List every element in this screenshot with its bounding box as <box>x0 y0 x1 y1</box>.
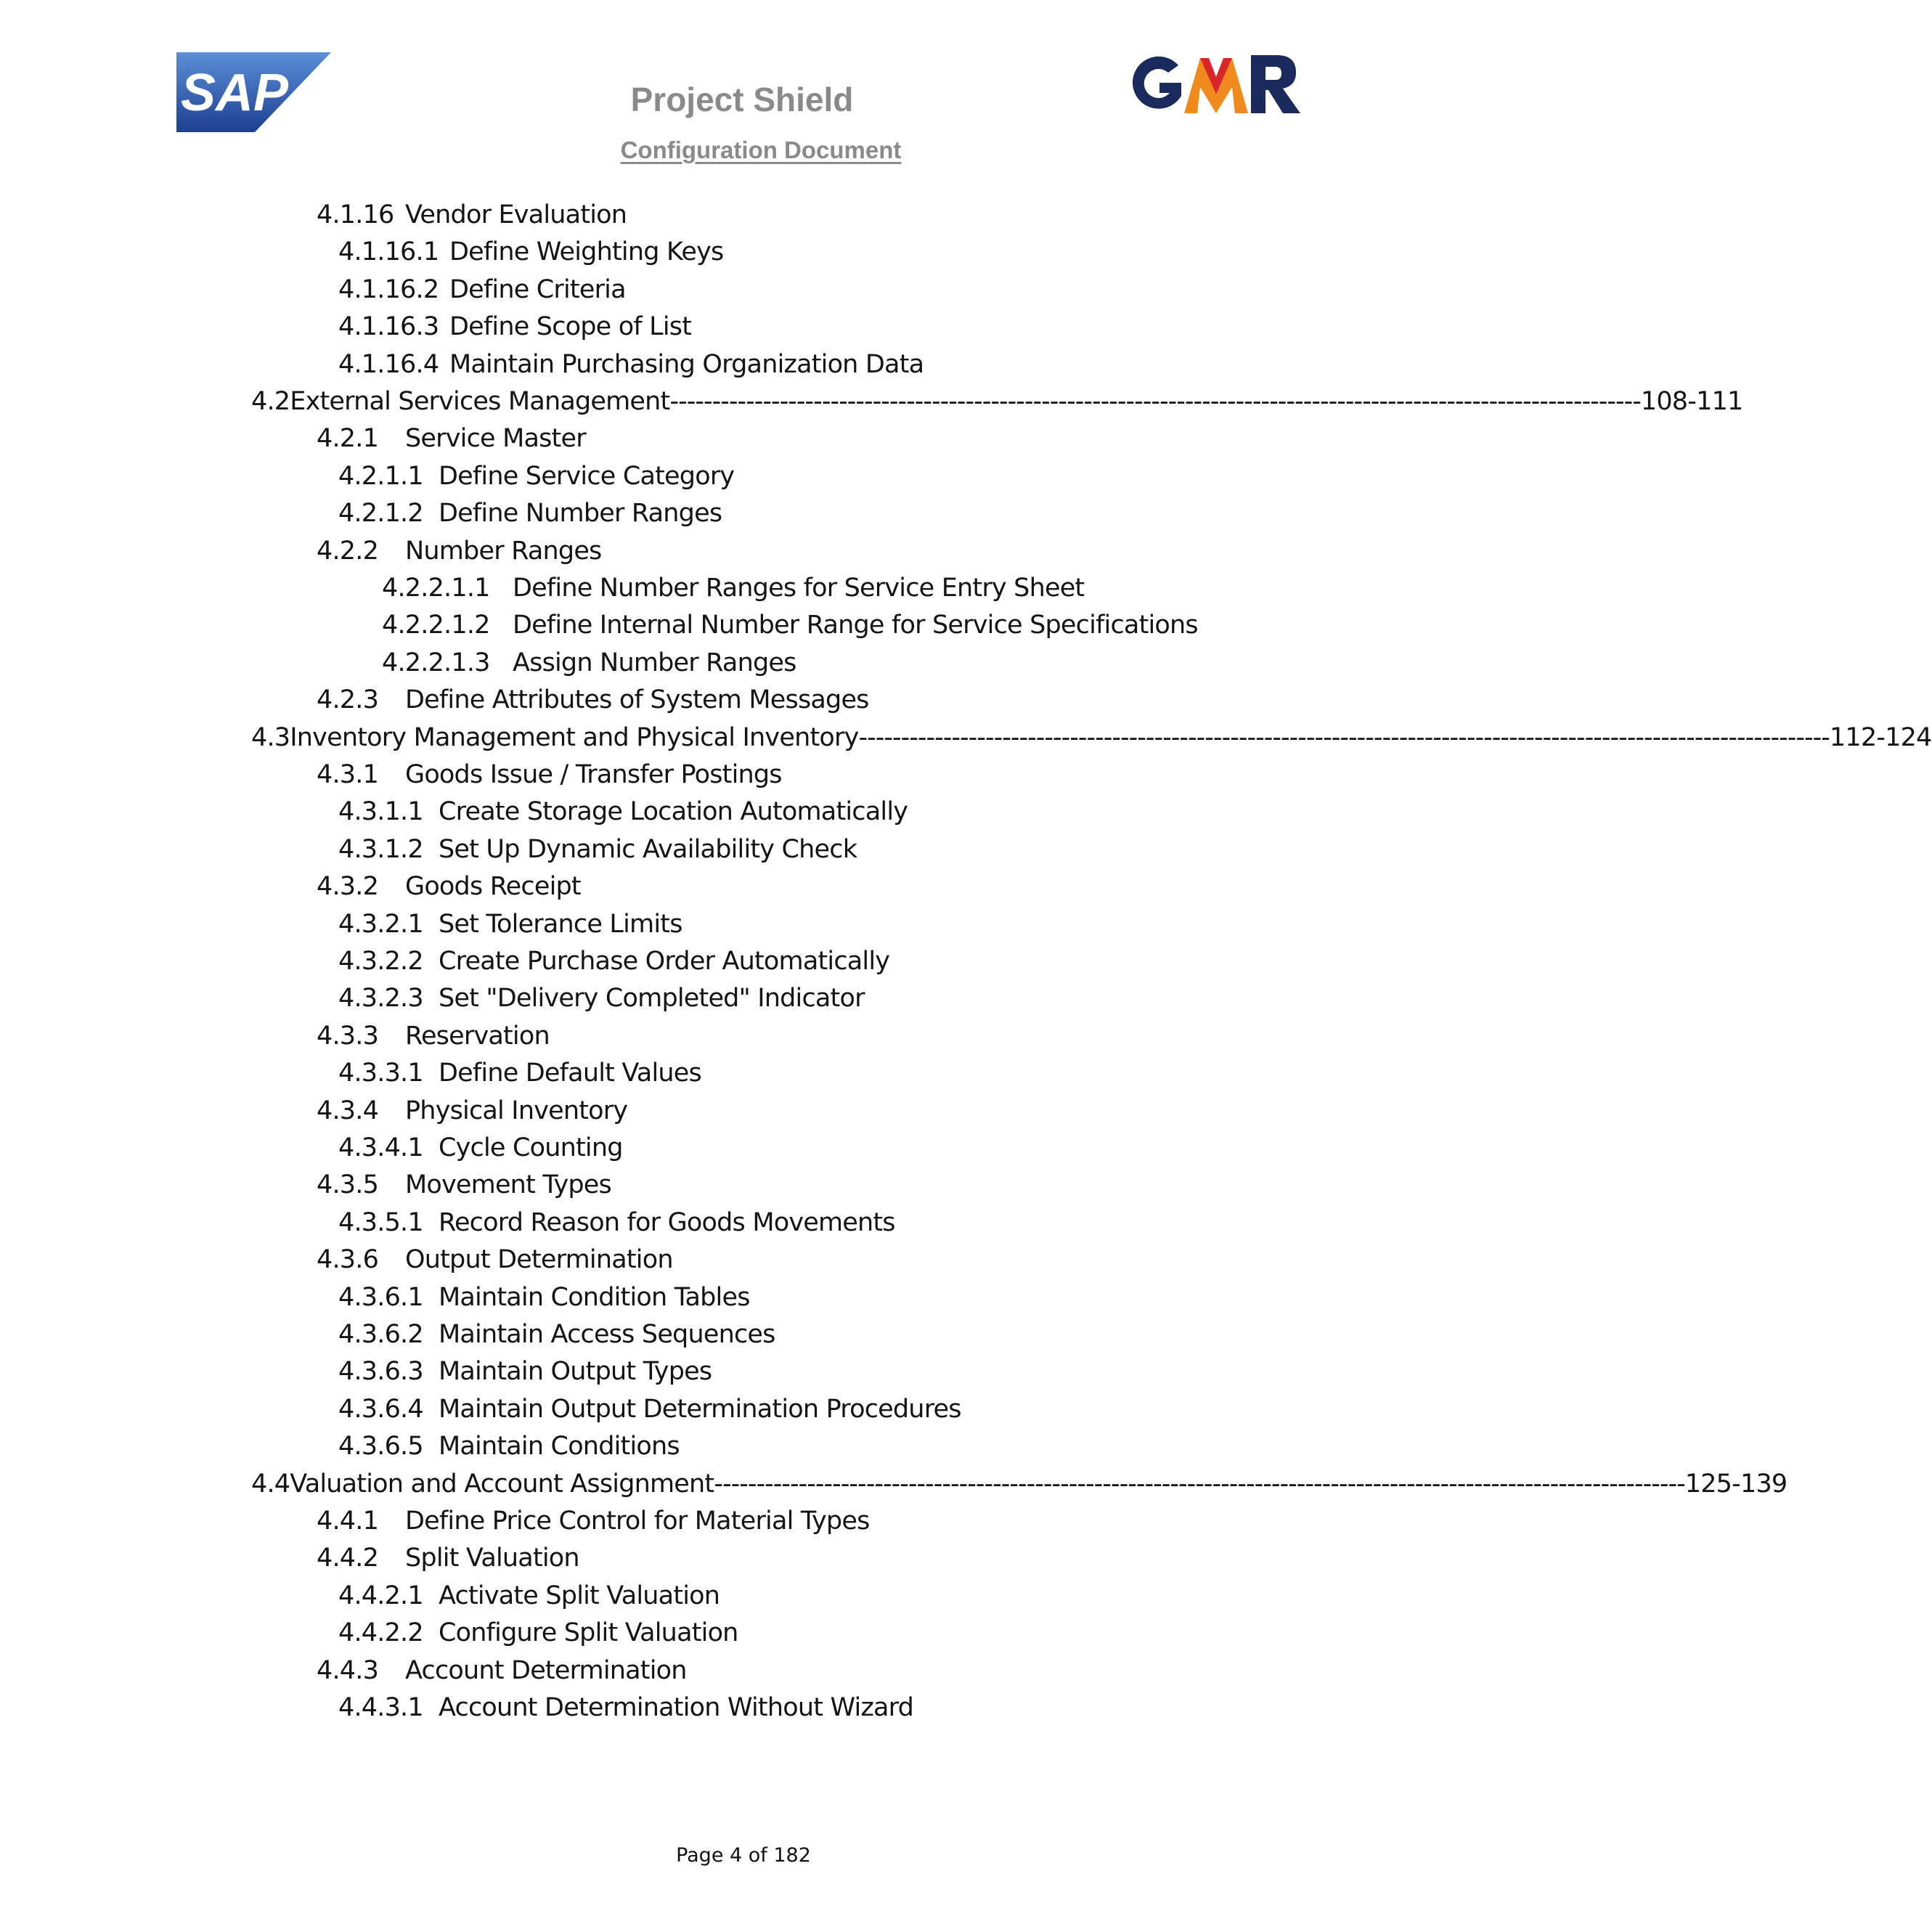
toc-entry-title: Define Attributes of System Messages <box>405 685 869 715</box>
toc-entry-number: 4.3.2.1 <box>338 909 423 939</box>
toc-entry-number: 4.3.1.1 <box>338 797 423 827</box>
toc-entry-title: Cycle Counting <box>439 1133 623 1162</box>
toc-entry[interactable] <box>382 572 1084 604</box>
toc-section-entry[interactable] <box>251 1468 1788 1500</box>
toc-entry[interactable] <box>317 1020 550 1052</box>
document-subtitle: Configuration Document <box>620 136 902 163</box>
toc-entry-number: 4.1.16.4 <box>338 349 439 379</box>
toc-entry-title: External Services Management <box>290 387 670 416</box>
toc-entry[interactable] <box>317 1244 673 1276</box>
toc-entry[interactable] <box>317 1505 870 1537</box>
toc-entry-number: 4.3.5 <box>317 1170 379 1200</box>
toc-entry-number: 4.4.2.1 <box>338 1581 423 1610</box>
toc-leader-dashes: ------------------------------------------------------------------------------------------------------------------- <box>714 1469 1685 1499</box>
toc-entry-title: Maintain Condition Tables <box>439 1282 750 1312</box>
sap-logo-text: SAP <box>181 64 289 122</box>
toc-entry-title: Goods Issue / Transfer Postings <box>405 760 782 789</box>
toc-entry-number: 4.2.2 <box>317 536 379 566</box>
toc-entry[interactable] <box>317 1095 627 1127</box>
toc-entry-title: Assign Number Ranges <box>513 648 796 677</box>
toc-entry[interactable] <box>317 535 602 567</box>
toc-entry-title: Account Determination <box>405 1655 687 1685</box>
toc-entry-title: Set Tolerance Limits <box>439 909 682 939</box>
toc-entry-title: Reservation <box>405 1021 550 1051</box>
toc-entry[interactable] <box>338 1281 750 1313</box>
toc-entry[interactable] <box>338 1057 701 1089</box>
toc-entry-number: 4.3.2.2 <box>338 947 423 976</box>
toc-entry-title: Goods Receipt <box>405 872 581 902</box>
toc-entry-title: Movement Types <box>405 1170 611 1200</box>
toc-entry-title: Service Master <box>405 424 586 454</box>
toc-page-range: 108-111 <box>1640 387 1743 416</box>
toc-entry[interactable] <box>317 199 627 231</box>
toc-entry-number: 4.3.6.5 <box>338 1432 423 1462</box>
toc-entry-number: 4.2.1.1 <box>338 461 423 491</box>
toc-entry-number: 4.1.16.1 <box>338 237 439 267</box>
toc-entry-number: 4.3.6.4 <box>338 1394 423 1424</box>
toc-entry-title: Configure Split Valuation <box>439 1618 738 1648</box>
toc-entry-number: 4.1.16 <box>317 200 394 229</box>
toc-entry-number: 4.4.2.2 <box>338 1618 423 1648</box>
toc-leader-dashes: ------------------------------------------------------------------------------------------------------------------- <box>669 387 1641 416</box>
toc-entry-title: Define Price Control for Material Types <box>405 1507 870 1536</box>
toc-entry-title: Split Valuation <box>405 1544 579 1573</box>
toc-entry-number: 4.3.2 <box>317 872 379 902</box>
toc-entry[interactable] <box>338 460 734 492</box>
toc-entry-title: Vendor Evaluation <box>405 200 627 229</box>
toc-entry-number: 4.3.6.1 <box>338 1282 423 1312</box>
toc-entry-title: Number Ranges <box>405 536 602 566</box>
toc-entry-title: Set Up Dynamic Availability Check <box>439 834 857 864</box>
toc-entry-number: 4.3.5.1 <box>338 1207 423 1237</box>
toc-entry-title: Physical Inventory <box>405 1096 628 1125</box>
toc-entry[interactable] <box>338 1132 623 1164</box>
toc-entry[interactable] <box>338 236 723 268</box>
page-number: Page 4 of 182 <box>676 1844 811 1867</box>
toc-section-entry[interactable] <box>251 386 1743 417</box>
document-title: Project Shield <box>630 81 854 118</box>
toc-entry-number: 4.3.1.2 <box>338 834 423 864</box>
toc-entry-title: Define Weighting Keys <box>449 237 724 267</box>
toc-entry-title: Set "Delivery Completed" Indicator <box>439 984 865 1014</box>
gmr-logo <box>1128 51 1302 118</box>
toc-entry-number: 4.2.2.1.2 <box>382 611 490 640</box>
toc-entry-number: 4.3.3 <box>317 1021 379 1051</box>
toc-entry-title: Define Service Category <box>439 461 735 491</box>
toc-entry-number: 4.4.3 <box>317 1655 379 1685</box>
toc-entry-number: 4.3 <box>251 722 290 752</box>
toc-entry-title: Define Internal Number Range for Service Specifications <box>513 611 1198 640</box>
toc-page-range: 125-139 <box>1684 1469 1788 1499</box>
toc-leader-dashes: ------------------------------------------------------------------------------------------------------------------- <box>858 722 1830 752</box>
toc-entry[interactable] <box>317 871 581 902</box>
toc-entry[interactable] <box>338 1207 895 1239</box>
toc-page-range: 112-124 <box>1829 722 1932 752</box>
toc-entry-title: Maintain Conditions <box>439 1432 680 1462</box>
toc-entry[interactable] <box>338 1356 712 1387</box>
toc-entry-number: 4.3.3.1 <box>338 1059 423 1088</box>
toc-entry[interactable] <box>317 684 869 716</box>
toc-entry[interactable] <box>317 1169 611 1201</box>
toc-entry[interactable] <box>338 311 691 343</box>
toc-entry[interactable] <box>317 759 782 791</box>
toc-entry-number: 4.4 <box>251 1469 290 1499</box>
toc-entry-title: Define Default Values <box>439 1059 701 1088</box>
toc-entry[interactable] <box>338 1430 680 1462</box>
toc-entry-number: 4.2.2.1.1 <box>382 574 490 603</box>
toc-entry-title: Define Criteria <box>449 274 626 304</box>
toc-entry[interactable] <box>338 348 924 380</box>
toc-entry-number: 4.3.1 <box>317 760 379 789</box>
toc-entry[interactable] <box>338 1318 775 1350</box>
toc-entry-number: 4.2 <box>251 387 290 416</box>
toc-entry-title: Define Number Ranges <box>439 499 722 529</box>
toc-entry[interactable] <box>338 908 682 940</box>
toc-entry-number: 4.2.1.2 <box>338 499 423 529</box>
toc-entry-number: 4.4.2 <box>317 1544 379 1573</box>
toc-entry-number: 4.2.1 <box>317 424 379 454</box>
toc-entry-title: Define Number Ranges for Service Entry Sheet <box>513 574 1085 603</box>
toc-entry-title: Maintain Output Determination Procedures <box>439 1394 961 1424</box>
toc-entry-title: Activate Split Valuation <box>439 1581 720 1610</box>
toc-section-entry[interactable] <box>251 722 1932 754</box>
toc-entry-number: 4.2.3 <box>317 685 379 715</box>
toc-entry-number: 4.3.4 <box>317 1096 379 1125</box>
toc-entry[interactable] <box>382 609 1198 641</box>
toc-entry[interactable] <box>338 1692 913 1724</box>
toc-entry-number: 4.3.2.3 <box>338 984 423 1014</box>
toc-entry[interactable] <box>338 796 908 828</box>
toc-entry-title: Record Reason for Goods Movements <box>439 1207 895 1237</box>
toc-entry-number: 4.1.16.3 <box>338 312 439 342</box>
toc-entry[interactable] <box>317 423 586 454</box>
toc-entry-number: 4.4.1 <box>317 1507 379 1536</box>
toc-entry-title: Maintain Output Types <box>439 1357 712 1387</box>
toc-entry[interactable] <box>338 274 626 306</box>
toc-entry-number: 4.3.4.1 <box>338 1133 423 1162</box>
toc-entry-title: Valuation and Account Assignment <box>290 1469 714 1499</box>
toc-entry[interactable] <box>338 497 722 529</box>
toc-entry[interactable] <box>338 1393 961 1425</box>
toc-entry[interactable] <box>382 647 796 679</box>
toc-entry[interactable] <box>338 982 865 1014</box>
toc-entry[interactable] <box>317 1655 687 1687</box>
toc-entry-number: 4.4.3.1 <box>338 1693 423 1722</box>
toc-entry-number: 4.3.6.2 <box>338 1320 423 1349</box>
toc-entry[interactable] <box>338 1580 720 1612</box>
toc-entry[interactable] <box>338 1617 738 1649</box>
toc-entry[interactable] <box>338 833 857 865</box>
toc-entry-title: Create Purchase Order Automatically <box>439 947 890 976</box>
toc-entry[interactable] <box>317 1542 579 1574</box>
toc-entry-title: Maintain Purchasing Organization Data <box>449 349 924 379</box>
toc-entry-number: 4.3.6 <box>317 1245 379 1275</box>
toc-entry-title: Inventory Management and Physical Inventory <box>290 722 859 752</box>
toc-entry-title: Account Determination Without Wizard <box>439 1693 914 1722</box>
toc-entry-title: Maintain Access Sequences <box>439 1320 775 1349</box>
toc-entry-title: Define Scope of List <box>449 312 692 342</box>
toc-entry-number: 4.1.16.2 <box>338 274 439 304</box>
toc-entry-title: Output Determination <box>405 1245 673 1275</box>
toc-entry-title: Create Storage Location Automatically <box>439 797 908 827</box>
toc-entry-number: 4.3.6.3 <box>338 1357 423 1387</box>
toc-entry-number: 4.2.2.1.3 <box>382 648 490 677</box>
toc-entry[interactable] <box>338 945 889 977</box>
